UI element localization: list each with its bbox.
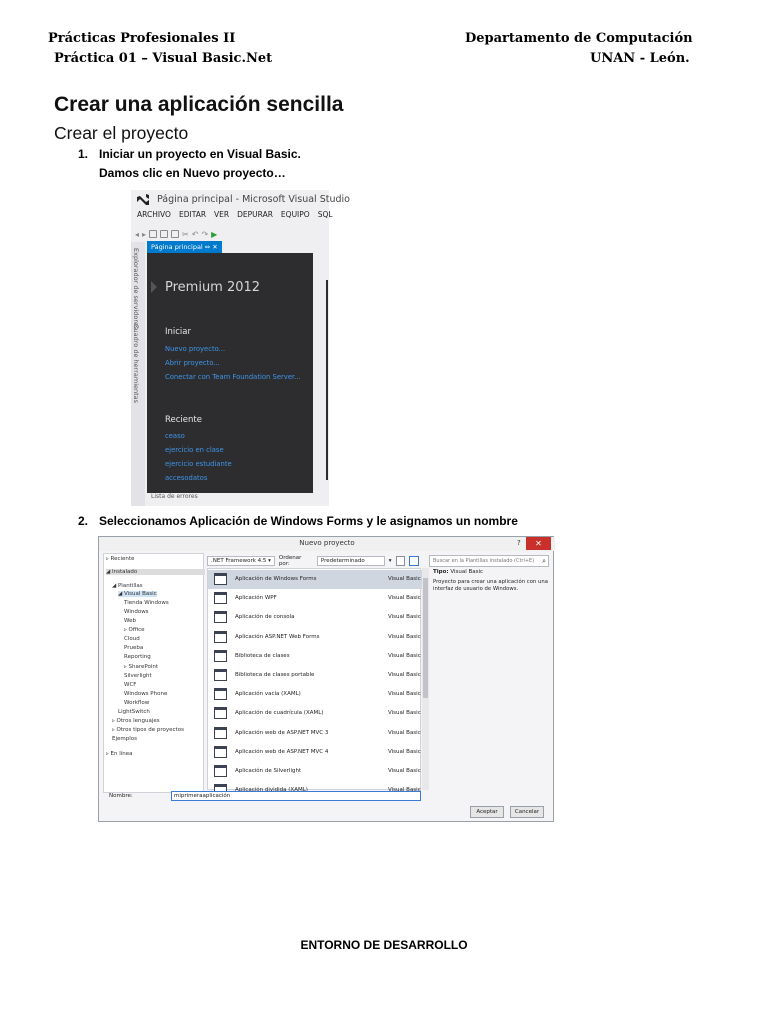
template-name: Aplicación web de ASP.NET MVC 3	[235, 729, 329, 736]
server-explorer-tab[interactable]: Explorador de servidores	[132, 248, 140, 330]
tree-item[interactable]: ◢ Plantillas	[112, 583, 143, 589]
save-icon[interactable]	[160, 230, 168, 238]
template-description: Proyecto para crear una aplicación con una interfaz de usuario de Windows.	[433, 579, 548, 592]
tree-item[interactable]: ▹ Otros lenguajes	[112, 718, 160, 724]
sort-select[interactable]: Predeterminado	[317, 556, 385, 566]
back-icon[interactable]: ◂	[135, 229, 140, 239]
template-name: Aplicación vacía (XAML)	[235, 691, 301, 698]
connect-tfs-link[interactable]: Conectar con Team Foundation Server...	[165, 373, 301, 381]
template-name: Aplicación de Windows Forms	[235, 576, 317, 582]
search-icon[interactable]: ⌕	[542, 557, 546, 565]
template-icon	[214, 573, 227, 585]
tree-item[interactable]: ◢ Visual Basic	[118, 591, 157, 597]
template-name: Aplicación web de ASP.NET MVC 4	[235, 748, 329, 755]
open-project-link[interactable]: Abrir proyecto...	[165, 359, 220, 367]
menu-ver[interactable]: VER	[214, 210, 230, 219]
tree-item[interactable]: Web	[124, 618, 136, 624]
new-project-link[interactable]: Nuevo proyecto...	[165, 345, 226, 353]
template-row[interactable]	[208, 743, 422, 762]
template-icon	[214, 746, 227, 758]
template-row[interactable]	[208, 762, 422, 781]
step2-number: 2.	[78, 514, 89, 528]
tree-item[interactable]: Tienda Windows	[124, 600, 169, 606]
dialog-filter-bar	[207, 555, 419, 567]
template-language: Visual Basic	[388, 768, 421, 774]
template-icon	[214, 611, 227, 623]
template-row[interactable]	[208, 724, 422, 743]
template-row[interactable]	[208, 570, 422, 589]
vs-right-divider	[326, 280, 328, 480]
save-all-icon[interactable]	[171, 230, 179, 238]
practice-name: Práctica 01 – Visual Basic.Net	[54, 51, 273, 66]
tree-item[interactable]: ◢ Instalado	[106, 569, 205, 575]
template-language: Visual Basic	[388, 576, 421, 582]
template-language: Visual Basic	[388, 633, 421, 640]
sort-label: Ordenar por:	[278, 555, 302, 567]
tree-item[interactable]: ▹ Office	[124, 627, 145, 633]
recent-section-title: Reciente	[165, 415, 202, 425]
template-language: Visual Basic	[388, 748, 421, 755]
vs-edition: Premium 2012	[165, 280, 261, 295]
template-icon	[214, 688, 227, 700]
template-row[interactable]	[208, 608, 422, 627]
accept-button[interactable]: Aceptar	[470, 806, 504, 818]
template-details	[433, 569, 549, 649]
vs-start-page	[147, 253, 313, 493]
template-name: Aplicación de consola	[235, 614, 295, 621]
template-icon	[214, 631, 227, 643]
vs-window-title: Página principal - Microsoft Visual Studio	[157, 194, 350, 205]
step1-subtext: Damos clic en Nuevo proyecto…	[99, 166, 286, 180]
course-name: Prácticas Profesionales II	[48, 31, 236, 46]
template-icon	[214, 707, 227, 719]
tree-item[interactable]: Windows	[124, 609, 149, 615]
tree-item[interactable]: Cloud	[124, 636, 140, 642]
template-icon	[214, 727, 227, 739]
template-icon	[214, 765, 227, 777]
template-list	[207, 568, 421, 790]
dialog-title: Nuevo proyecto	[299, 539, 355, 547]
vs-start-page-screenshot	[131, 190, 350, 506]
tree-item[interactable]: Windows Phone	[124, 691, 168, 697]
template-name: Aplicación de cuadrícula (XAML)	[235, 710, 324, 717]
template-name: Biblioteca de clases portable	[235, 672, 315, 678]
template-language: Visual Basic	[388, 691, 421, 698]
menu-depurar[interactable]: DEPURAR	[237, 210, 273, 219]
menu-archivo[interactable]: ARCHIVO	[137, 210, 171, 219]
recent-project-link[interactable]: accesodatos	[165, 474, 208, 482]
template-row[interactable]	[208, 704, 422, 723]
template-language: Visual Basic	[388, 729, 421, 736]
menu-sql[interactable]: SQL	[317, 210, 333, 219]
undo-icon[interactable]: ↶	[191, 229, 199, 239]
template-list-scrollbar[interactable]	[422, 568, 429, 790]
template-name: Aplicación de Silverlight	[235, 768, 302, 774]
vs-titlebar	[131, 190, 350, 210]
template-icon	[214, 669, 227, 681]
tree-item[interactable]: ▹ En línea	[106, 751, 133, 757]
cancel-button[interactable]: Cancelar	[510, 806, 544, 818]
menu-equipo[interactable]: EQUIPO	[280, 210, 310, 219]
visual-studio-logo-icon	[137, 194, 149, 205]
new-project-icon[interactable]	[149, 230, 157, 238]
recent-project-link[interactable]: ejercicio en clase	[165, 446, 224, 454]
recent-project-link[interactable]: ceaso	[165, 432, 185, 440]
help-icon[interactable]: ?	[517, 539, 521, 547]
template-icon	[214, 650, 227, 662]
start-page-arrow-icon	[151, 281, 157, 293]
template-language: Visual Basic	[388, 672, 421, 678]
tree-item[interactable]: Ejemplos	[112, 736, 137, 742]
step2-text: Seleccionamos Aplicación de Windows Forms y le asignamos un nombre	[99, 514, 518, 528]
template-row[interactable]	[208, 685, 422, 704]
step1-text: Iniciar un proyecto en Visual Basic.	[99, 147, 301, 161]
start-section-title: Iniciar	[165, 327, 191, 337]
close-icon[interactable]: ✕	[526, 537, 551, 550]
type-label: Tipo:	[433, 569, 449, 575]
page-footer: ENTORNO DE DESARROLLO	[300, 938, 468, 952]
document-title: Crear una aplicación sencilla	[54, 93, 344, 116]
template-language: Visual Basic	[388, 614, 421, 621]
tree-item[interactable]: ▹ SharePoint	[124, 664, 159, 670]
list-view-icon[interactable]	[409, 556, 419, 566]
type-value: Visual Basic	[450, 569, 484, 575]
menu-editar[interactable]: EDITAR	[178, 210, 207, 219]
redo-icon[interactable]: ↷	[201, 229, 209, 239]
template-name: Biblioteca de clases	[235, 652, 290, 659]
template-name: Aplicación WPF	[235, 595, 277, 602]
new-project-dialog	[98, 536, 554, 822]
template-name: Aplicación ASP.NET Web Forms	[235, 633, 320, 640]
tree-item[interactable]: ▹ Reciente	[106, 556, 135, 562]
section-heading: Crear el proyecto	[54, 123, 189, 143]
dialog-titlebar	[99, 537, 555, 551]
name-label: Nombre:	[109, 793, 133, 799]
tree-item[interactable]: WCF	[124, 682, 137, 688]
small-icons-view-icon[interactable]	[396, 556, 406, 566]
vs-toolbar	[131, 226, 329, 242]
department-name: Departamento de Computación	[465, 31, 693, 46]
tree-item[interactable]: Silverlight	[124, 673, 152, 679]
forward-icon[interactable]: ▸	[142, 229, 147, 239]
step1-number: 1.	[78, 147, 89, 161]
sort-dropdown-icon[interactable]: ▾	[388, 558, 392, 564]
toolbox-tab[interactable]: Cuadro de herramientas	[132, 324, 140, 404]
template-language: Visual Basic	[388, 652, 421, 659]
template-tree	[103, 553, 204, 793]
recent-project-link[interactable]: ejercicio estudiante	[165, 460, 232, 468]
tree-item[interactable]: Prueba	[124, 645, 144, 651]
vs-menubar	[137, 210, 333, 224]
project-name-input[interactable]: miprimeraaplicación	[171, 791, 421, 801]
template-row[interactable]	[208, 628, 422, 647]
start-page-tab[interactable]: Página principal ⇔ ✕	[147, 241, 222, 253]
tree-item[interactable]: Reporting	[124, 654, 151, 660]
template-row[interactable]	[208, 647, 422, 666]
cut-icon[interactable]: ✂	[182, 229, 189, 239]
vs-side-toolstrip	[131, 242, 145, 506]
tree-item[interactable]: LightSwitch	[118, 709, 150, 715]
template-language: Visual Basic	[388, 710, 421, 717]
tree-item[interactable]: ▹ Otros tipos de proyectos	[112, 727, 184, 733]
template-language: Visual Basic	[388, 595, 421, 602]
template-row[interactable]	[208, 666, 422, 685]
start-icon[interactable]: ▶	[211, 229, 218, 239]
tree-item[interactable]: Workflow	[124, 700, 150, 706]
error-list-tab[interactable]: Lista de errores	[147, 493, 329, 506]
template-row[interactable]	[208, 589, 422, 608]
template-icon	[214, 592, 227, 604]
university-name: UNAN - León.	[590, 51, 690, 66]
framework-select[interactable]: .NET Framework 4.5 ▾	[207, 556, 275, 566]
template-search-input[interactable]: Buscar en la Plantillas instalado (Ctrl+E) ⌕	[429, 555, 549, 567]
